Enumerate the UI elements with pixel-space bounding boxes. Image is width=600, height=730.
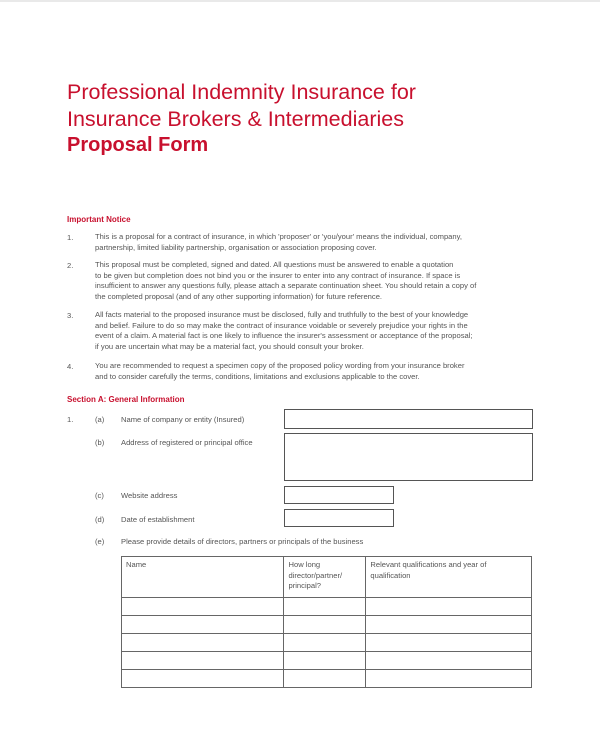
table-cell[interactable] — [122, 670, 284, 688]
notice-paragraph: All facts material to the proposed insurance must be disclosed, fully and truthfully to the best of your knowledge and belief. Failure to do so may make the contract of insurance voidable or severely prejudice your rights in the event of a claim. A material fact is one likely to influence the insurer's assessment or acceptance of the proposal; if you are uncertain what may be a material fact, you should consult your broker. — [95, 310, 473, 351]
address-label: Address of registered or principal office — [121, 438, 253, 447]
directors-table — [121, 556, 532, 688]
table-cell[interactable] — [284, 652, 366, 670]
table-cell[interactable] — [122, 598, 284, 616]
notice-paragraph: You are recommended to request a specimen copy of the proposed policy wording from your insurance broker and to consider carefully the terms, conditions, limitations and exclusions applicable to the cover. — [95, 361, 465, 381]
notice-number: 2. — [67, 261, 74, 270]
table-cell[interactable] — [122, 634, 284, 652]
table-cell[interactable] — [366, 652, 532, 670]
address-input[interactable] — [284, 433, 533, 481]
table-cell[interactable] — [284, 634, 366, 652]
question-number: 1. — [67, 415, 74, 424]
table-cell[interactable] — [284, 616, 366, 634]
notice-number: 4. — [67, 362, 74, 371]
notice-paragraph: This proposal must be completed, signed and dated. All questions must be answered to enable a quotation to be given but completion does not bind you or the insurer to enter into any contract of insurance. If space is insufficient to answer any questions fully, please attach a separate continuation sheet. You should retain a copy of the completed proposal (and of any other supporting information) for future reference. — [95, 260, 477, 301]
directors-label: Please provide details of directors, partners or principals of the business — [121, 537, 364, 546]
table-row — [122, 634, 532, 652]
table-row — [122, 670, 532, 688]
page-top-border — [0, 0, 600, 2]
proposal-form-title: Proposal Form — [67, 134, 209, 156]
table-cell[interactable] — [284, 598, 366, 616]
table-row — [122, 616, 532, 634]
title-line-1: Professional Indemnity Insurance for — [67, 80, 416, 104]
section-a-heading: Section A: General Information — [67, 395, 185, 404]
column-header-qualifications: Relevant qualifications and year of qualification — [366, 557, 532, 598]
table-cell[interactable] — [366, 616, 532, 634]
company-name-label: Name of company or entity (Insured) — [121, 415, 245, 424]
field-letter-a: (a) — [95, 415, 105, 424]
field-letter-e: (e) — [95, 537, 105, 546]
date-established-label: Date of establishment — [121, 515, 195, 524]
date-established-input[interactable] — [284, 509, 394, 527]
important-notice-heading: Important Notice — [67, 215, 131, 224]
table-cell[interactable] — [366, 634, 532, 652]
website-label: Website address — [121, 491, 178, 500]
table-row — [122, 598, 532, 616]
field-letter-c: (c) — [95, 491, 104, 500]
field-letter-d: (d) — [95, 515, 105, 524]
website-input[interactable] — [284, 486, 394, 504]
table-row — [122, 652, 532, 670]
title-line-2: Insurance Brokers & Intermediaries — [67, 107, 404, 131]
field-letter-b: (b) — [95, 438, 105, 447]
notice-number: 3. — [67, 311, 74, 320]
form-title — [67, 79, 416, 133]
notice-paragraph: This is a proposal for a contract of insurance, in which 'proposer' or 'you/your' means the individual, company, partnership, limited liability partnership, organisation or association proposing cover. — [95, 232, 462, 252]
column-header-name: Name — [122, 557, 284, 598]
table-cell[interactable] — [366, 670, 532, 688]
company-name-input[interactable] — [284, 409, 533, 429]
table-cell[interactable] — [366, 598, 532, 616]
table-header-row — [122, 557, 532, 598]
notice-number: 1. — [67, 233, 74, 242]
table-cell[interactable] — [122, 652, 284, 670]
table-cell[interactable] — [122, 616, 284, 634]
column-header-tenure: How long director/partner/ principal? — [284, 557, 366, 598]
table-cell[interactable] — [284, 670, 366, 688]
